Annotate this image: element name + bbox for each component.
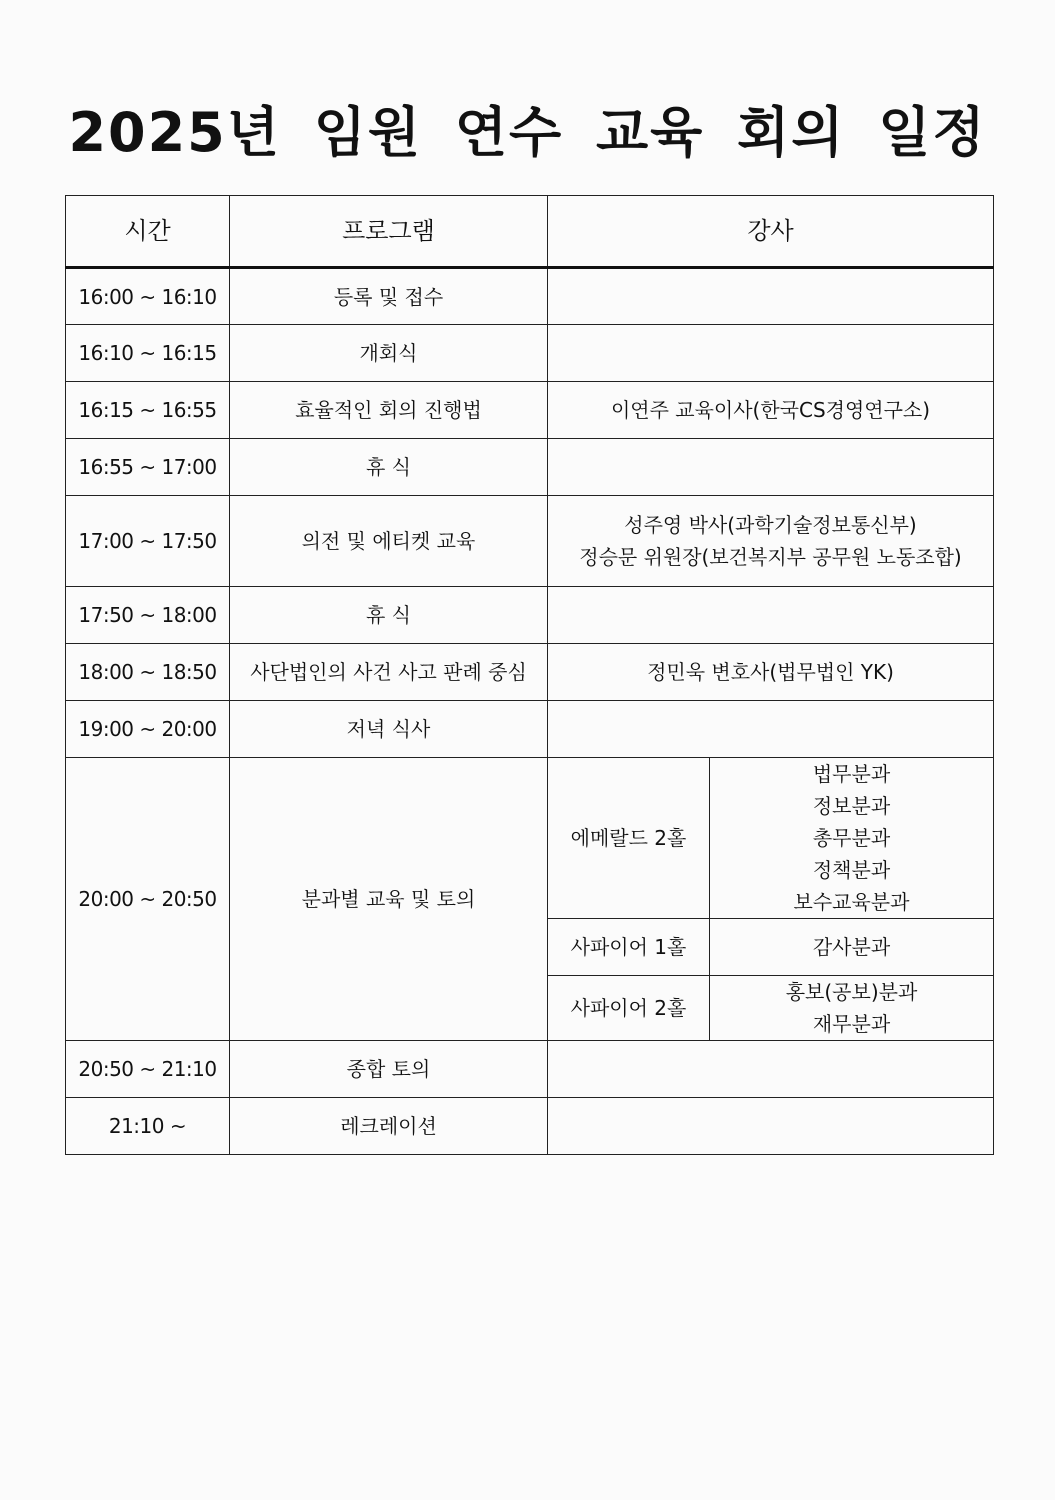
header-time: 시간 — [66, 196, 230, 268]
schedule-table — [65, 195, 994, 1155]
schedule-row — [66, 325, 994, 382]
time-cell: 20:00 ~ 20:50 — [66, 758, 230, 1041]
program-cell: 의전 및 에티켓 교육 — [230, 496, 548, 587]
breakout-row — [66, 758, 994, 919]
division-cell — [710, 919, 994, 976]
schedule-row — [66, 496, 994, 587]
speaker-cell — [548, 496, 994, 587]
program-cell: 종합 토의 — [230, 1041, 548, 1098]
time-cell: 17:50 ~ 18:00 — [66, 587, 230, 644]
time-cell: 20:50 ~ 21:10 — [66, 1041, 230, 1098]
speaker-cell — [548, 439, 994, 496]
speaker-cell — [548, 1041, 994, 1098]
header-program: 프로그램 — [230, 196, 548, 268]
time-cell: 16:55 ~ 17:00 — [66, 439, 230, 496]
speaker-cell — [548, 1098, 994, 1155]
program-cell: 레크레이션 — [230, 1098, 548, 1155]
speaker-cell — [548, 644, 994, 701]
time-cell: 16:10 ~ 16:15 — [66, 325, 230, 382]
header-speaker: 강사 — [548, 196, 994, 268]
schedule-row — [66, 644, 994, 701]
room-cell: 에메랄드 2홀 — [548, 758, 710, 919]
program-cell: 효율적인 회의 진행법 — [230, 382, 548, 439]
division-cell — [710, 976, 994, 1041]
program-cell: 사단법인의 사건 사고 판례 중심 — [230, 644, 548, 701]
room-cell: 사파이어 2홀 — [548, 976, 710, 1041]
time-cell: 21:10 ~ — [66, 1098, 230, 1155]
speaker-cell — [548, 701, 994, 758]
time-cell: 17:00 ~ 17:50 — [66, 496, 230, 587]
schedule-row — [66, 1041, 994, 1098]
division-name: 감사분과 — [812, 935, 891, 959]
division-name: 정보분과 — [812, 794, 891, 818]
schedule-row — [66, 382, 994, 439]
time-cell: 16:15 ~ 16:55 — [66, 382, 230, 439]
program-cell: 저녁 식사 — [230, 701, 548, 758]
speaker-cell — [548, 268, 994, 325]
speaker-cell — [548, 587, 994, 644]
speaker-name: 정민욱 변호사(법무법인 YK) — [647, 660, 894, 684]
speaker-cell — [548, 325, 994, 382]
time-cell: 19:00 ~ 20:00 — [66, 701, 230, 758]
document-title: 2025년 임원 연수 교육 회의 일정 — [68, 101, 987, 164]
schedule-row — [66, 701, 994, 758]
program-cell: 휴 식 — [230, 587, 548, 644]
time-cell: 18:00 ~ 18:50 — [66, 644, 230, 701]
division-name: 정책분과 — [812, 858, 891, 882]
schedule-row — [66, 587, 994, 644]
division-cell — [710, 758, 994, 919]
division-name: 총무분과 — [812, 826, 891, 850]
schedule-row — [66, 1098, 994, 1155]
program-cell: 등록 및 접수 — [230, 268, 548, 325]
room-cell: 사파이어 1홀 — [548, 919, 710, 976]
schedule-row — [66, 268, 994, 325]
division-name: 재무분과 — [812, 1012, 891, 1036]
division-name: 홍보(공보)분과 — [785, 980, 918, 1004]
speaker-name: 이연주 교육이사(한국CS경영연구소) — [610, 398, 931, 422]
schedule-row — [66, 439, 994, 496]
program-cell: 휴 식 — [230, 439, 548, 496]
speaker-cell — [548, 382, 994, 439]
program-cell: 개회식 — [230, 325, 548, 382]
program-cell: 분과별 교육 및 토의 — [230, 758, 548, 1041]
speaker-name: 성주영 박사(과학기술정보통신부) — [624, 513, 917, 537]
time-cell: 16:00 ~ 16:10 — [66, 268, 230, 325]
header-row — [66, 196, 994, 268]
speaker-name: 정승문 위원장(보건복지부 공무원 노동조합) — [579, 545, 962, 569]
division-name: 법무분과 — [812, 762, 891, 786]
division-name: 보수교육분과 — [793, 890, 910, 914]
